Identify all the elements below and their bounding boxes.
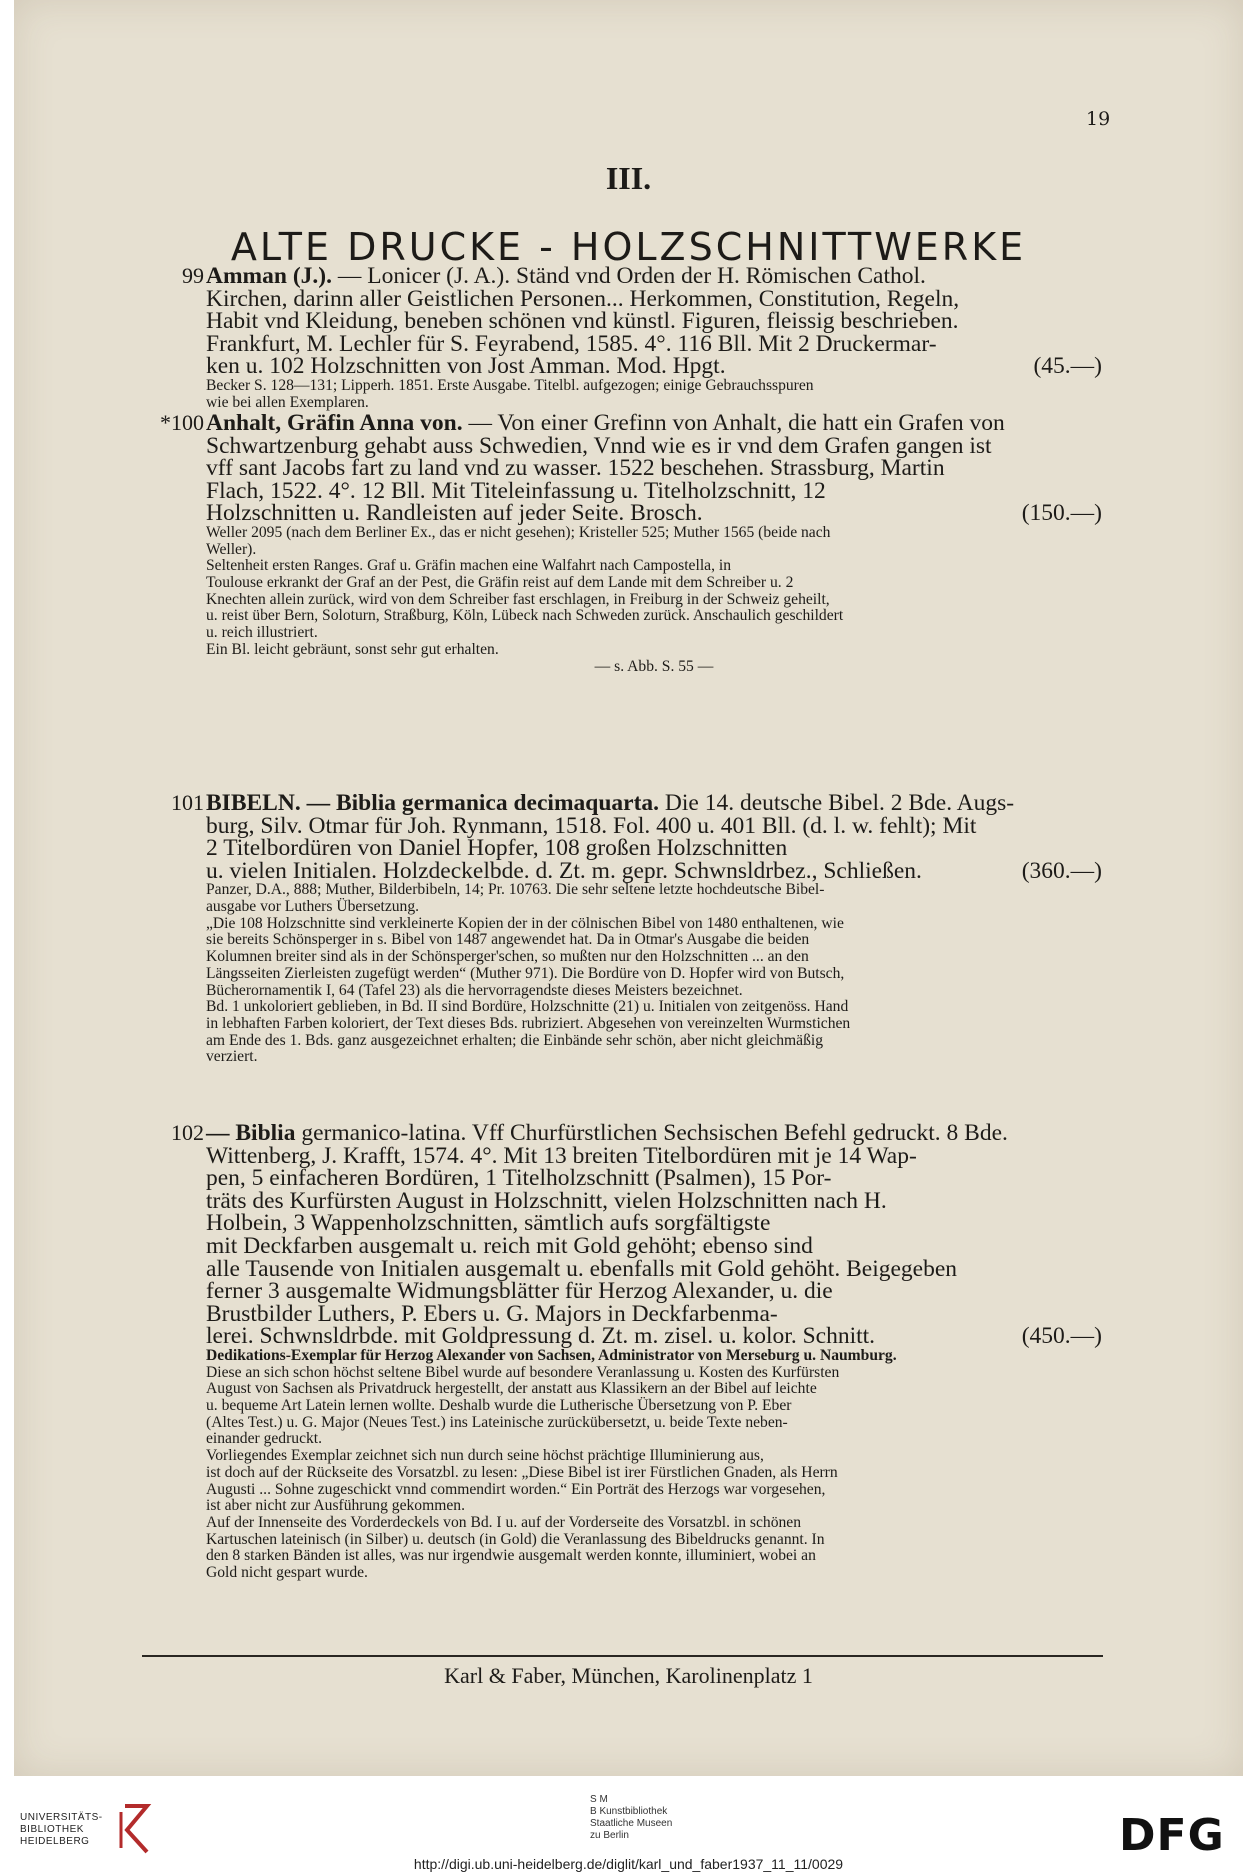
catalog-entry: [130, 265, 1102, 411]
scanned-page: [14, 0, 1243, 1776]
entry-heading: Anhalt, Gräfin Anna von.: [206, 410, 463, 436]
entry-line: burg, Silv. Otmar für Joh. Rynmann, 1518. Fol. 400 u. 401 Bll. (d. l. w. fehlt); Mit: [206, 812, 977, 839]
entry-line: Wittenberg, J. Krafft, 1574. 4°. Mit 13 breiten Titelbordüren mit je 14 Wap-: [206, 1142, 917, 1169]
note-line: Kartuschen lateinisch (in Silber) u. deutsch (in Gold) die Veranlassung des Bibeldrucks genannt. In: [206, 1530, 825, 1548]
note-line: in lebhaften Farben koloriert, der Text dieses Bds. rubriziert. Abgesehen von vereinzelten Wurmstichen: [206, 1015, 851, 1032]
note-line: wie bei allen Exemplaren.: [206, 393, 369, 411]
section-title: ALTE DRUCKE - HOLZSCHNITTWERKE: [230, 225, 1027, 269]
note-line: einander gedruckt.: [206, 1430, 323, 1448]
price: (360.—): [1021, 857, 1102, 884]
entry-line: ferner 3 ausgemalte Widmungsblätter für Herzog Alexander, u. die: [206, 1278, 833, 1305]
note-line: Augusti ... Sohne zugeschickt vnnd commendirt worden.“ Ein Porträt des Herzogs war vorgesehen,: [206, 1480, 826, 1498]
catalog-entry: [130, 792, 1102, 1066]
entry-notes: [206, 378, 1102, 411]
note-line: Längsseiten Zierleisten zugefügt werden“ (Muther 971). Die Bordüre von D. Hopfer wird von Butsch,: [206, 964, 845, 982]
price: (150.—): [1021, 500, 1102, 527]
note-line: u. reist über Bern, Soloturn, Straßburg, Köln, Lübeck nach Schweden zurück. Anschaulich geschildert: [206, 607, 844, 625]
entry-line: träts des Kurfürsten August in Holzschnitt, vielen Holzschnitten nach H.: [206, 1187, 887, 1214]
note-line: August von Sachsen als Privatdruck hergestellt, der anstatt aus Klassikern an der Bibel auf leichte: [206, 1380, 817, 1398]
entry-heading: BIBELN. — Biblia germanica decimaquarta.: [206, 790, 660, 816]
lot-number: 102: [171, 1120, 204, 1145]
entry-description: [206, 265, 1102, 378]
lot-number: 101: [171, 790, 204, 815]
note-line: Diese an sich schon höchst seltene Bibel wurde auf besondere Veranlassung u. Kosten des Kurfürsten: [206, 1363, 840, 1381]
price: (45.—): [1033, 353, 1102, 380]
note-line: Auf der Innenseite des Vorderdeckels von Bd. I u. auf der Vorderseite des Vorsatzbl. in schönen: [206, 1513, 802, 1531]
entry-description: [206, 412, 1102, 525]
entry-line: alle Tausende von Initialen ausgemalt u. ebenfalls mit Gold gehöht. Beigegeben: [206, 1255, 958, 1282]
note-line: den 8 starken Bänden ist alles, was nur irgendwie ausgemalt werden konnte, illuminiert, wobei an: [206, 1547, 816, 1565]
note-line: Ein Bl. leicht gebräunt, sonst sehr gut erhalten.: [206, 640, 499, 658]
museum-logo-line: S M: [590, 1794, 608, 1805]
note-line: Weller 2095 (nach dem Berliner Ex., das er nicht gesehen); Kristeller 525; Muther 1565 (beide nach: [206, 523, 831, 541]
note-line: Gold nicht gespart wurde.: [206, 1564, 368, 1582]
note-line: Seltenheit ersten Ranges. Graf u. Gräfin machen eine Walfahrt nach Campostella, in: [206, 557, 731, 575]
entry-line: — Von einer Grefinn von Anhalt, die hatt ein Grafen von: [468, 410, 1005, 436]
note-line: Vorliegendes Exemplar zeichnet sich nun durch seine höchst prächtige Illuminierung aus,: [206, 1447, 764, 1465]
entry-line: Die 14. deutsche Bibel. 2 Bde. Augs-: [664, 790, 1015, 816]
note-line: ist aber nicht zur Ausführung gekommen.: [206, 1497, 465, 1515]
entry-notes: [206, 525, 1102, 675]
entry-line: pen, 5 einfacheren Bordüren, 1 Titelholzschnitt (Psalmen), 15 Por-: [206, 1165, 832, 1192]
lot-number: *100: [160, 410, 204, 435]
catalog-entry: [130, 412, 1102, 675]
note-line: u. reich illustriert.: [206, 624, 318, 642]
page-number: 19: [1086, 108, 1111, 130]
note-line: u. bequeme Art Latein lernen wollte. Deshalb wurde die Lutherische Übersetzung von P. Eber: [206, 1397, 792, 1415]
catalog-entry: [130, 1122, 1102, 1582]
note-line: sie bereits Schönsperger in s. Bibel von 1487 angewendet hat. Da in Otmar's Ausgabe die beiden: [206, 931, 810, 949]
entry-line: Holzschnitten u. Randleisten auf jeder Seite. Brosch.: [206, 500, 703, 527]
entry-line: u. vielen Initialen. Holzdeckelbde. d. Zt. m. gepr. Schwnsldrbez., Schließen.: [206, 857, 922, 884]
note-line: Toulouse erkrankt der Graf an der Pest, die Gräfin reist auf dem Lande mit dem Schreiber u. 2: [206, 574, 794, 592]
note-line: ausgabe vor Luthers Übersetzung.: [206, 898, 420, 916]
library-mark-icon: [117, 1802, 153, 1856]
page-url[interactable]: http://digi.ub.uni-heidelberg.de/diglit/karl_und_faber1937_11_11/0029: [413, 1856, 844, 1872]
entry-heading: Amman (J.).: [206, 263, 332, 289]
entry-line: vff sant Jacobs fart zu land vnd zu wasser. 1522 beschehen. Strassburg, Martin: [206, 455, 945, 482]
entry-notes: [206, 882, 1102, 1066]
note-line: Weller).: [206, 540, 257, 558]
note-line: Becker S. 128—131; Lipperh. 1851. Erste Ausgabe. Titelbl. aufgezogen; einige Gebrauchsspuren: [206, 376, 814, 394]
note-line: Dedikations-Exemplar für Herzog Alexander von Sachsen, Administrator von Merseburg u. Naumburg.: [206, 1346, 897, 1364]
entry-line: Kirchen, darinn aller Geistlichen Personen... Herkommen, Constitution, Regeln,: [206, 285, 960, 312]
note-line: Knechten allein zurück, wird von dem Schreiber fast erschlagen, in Freiburg in der Schweiz geheilt,: [206, 590, 830, 608]
entry-line: Schwartzenburg gehabt auss Schwedien, Vnnd wie es ir vnd dem Grafen gangen ist: [206, 432, 992, 459]
museum-logo-line: Staatliche Museen: [590, 1818, 673, 1829]
entry-line: Frankfurt, M. Lechler für S. Feyrabend, 1585. 4°. 116 Bll. Mit 2 Druckermar-: [206, 330, 937, 357]
footer-divider: [142, 1655, 1103, 1657]
library-logo-line: BIBLIOTHEK: [20, 1824, 84, 1835]
entry-line: Holbein, 3 Wappenholzschnitten, sämtlich aufs sorgfältigste: [206, 1210, 771, 1237]
note-line: Bücherornamentik I, 64 (Tafel 23) als die hervorragendste dieses Meisters bezeichnet.: [206, 981, 743, 999]
entry-line: mit Deckfarben ausgemalt u. reich mit Gold gehöht; ebenso sind: [206, 1232, 813, 1259]
museum-logo[interactable]: [590, 1794, 672, 1842]
entry-line: Habit vnd Kleidung, beneben schönen vnd künstl. Figuren, fleissig beschrieben.: [206, 308, 959, 335]
note-line: (Altes Test.) u. G. Major (Neues Test.) ins Lateinische zurückübersetzt, u. beide Texte neben-: [206, 1413, 788, 1431]
entry-line: Flach, 1522. 4°. 12 Bll. Mit Titeleinfassung u. Titelholzschnitt, 12: [206, 477, 826, 504]
entry-line: 2 Titelbordüren von Daniel Hopfer, 108 großen Holzschnitten: [206, 835, 788, 862]
entry-line: lerei. Schwnsldrbde. mit Goldpressung d. Zt. m. zisel. u. kolor. Schnitt.: [206, 1323, 876, 1350]
note-line: Panzer, D.A., 888; Muther, Bilderbibeln, 14; Pr. 10763. Die sehr seltene letzte hochdeutsche Bibel-: [206, 881, 825, 899]
entry-line: — Lonicer (J. A.). Ständ vnd Orden der H. Römischen Cathol.: [337, 263, 926, 289]
figure-reference: — s. Abb. S. 55 —: [594, 657, 714, 675]
museum-logo-line: zu Berlin: [590, 1830, 629, 1841]
publisher-imprint: Karl & Faber, München, Karolinenplatz 1: [444, 1663, 813, 1688]
library-logo[interactable]: [20, 1812, 103, 1848]
entry-line: germanico-latina. Vff Churfürstlichen Sechsischen Befehl gedruckt. 8 Bde.: [301, 1120, 1008, 1146]
lot-number: 99: [182, 263, 204, 288]
entry-heading: — Biblia: [206, 1120, 296, 1146]
museum-logo-line: B Kunstbibliothek: [590, 1806, 668, 1817]
entry-notes: [206, 1348, 1102, 1582]
note-line: ist doch auf der Rückseite des Vorsatzbl. zu lesen: „Diese Bibel ist irer Fürstlichen Gnaden, als Herrn: [206, 1463, 838, 1481]
note-line: verziert.: [206, 1048, 258, 1066]
library-logo-line: HEIDELBERG: [20, 1836, 90, 1847]
entry-line: ken u. 102 Holzschnitten von Jost Amman. Mod. Hpgt.: [206, 353, 726, 380]
note-line: Bd. 1 unkoloriert geblieben, in Bd. II sind Bordüre, Holzschnitte (21) u. Initialen von zeitgenöss. Hand: [206, 998, 849, 1016]
library-logo-line: UNIVERSITÄTS-: [20, 1812, 103, 1823]
entry-description: [206, 792, 1102, 882]
note-line: am Ende des 1. Bds. ganz ausgezeichnet erhalten; die Einbände sehr schön, aber nicht gleichmäßig: [206, 1031, 824, 1049]
note-line: Kolumnen breiter sind als in der Schönsperger'schen, so mußten nur den Holzschnitten ... an den: [206, 948, 809, 966]
note-line: „Die 108 Holzschnitte sind verkleinerte Kopien der in der cölnischen Bibel von 1480 enthaltenen, wie: [206, 914, 844, 932]
section-number: III.: [605, 160, 652, 196]
dfg-logo[interactable]: DFG: [1119, 1810, 1225, 1861]
entry-description: [206, 1122, 1102, 1348]
price: (450.—): [1021, 1323, 1102, 1350]
entry-line: Brustbilder Luthers, P. Ebers u. G. Majors in Deckfarbenma-: [206, 1300, 778, 1327]
